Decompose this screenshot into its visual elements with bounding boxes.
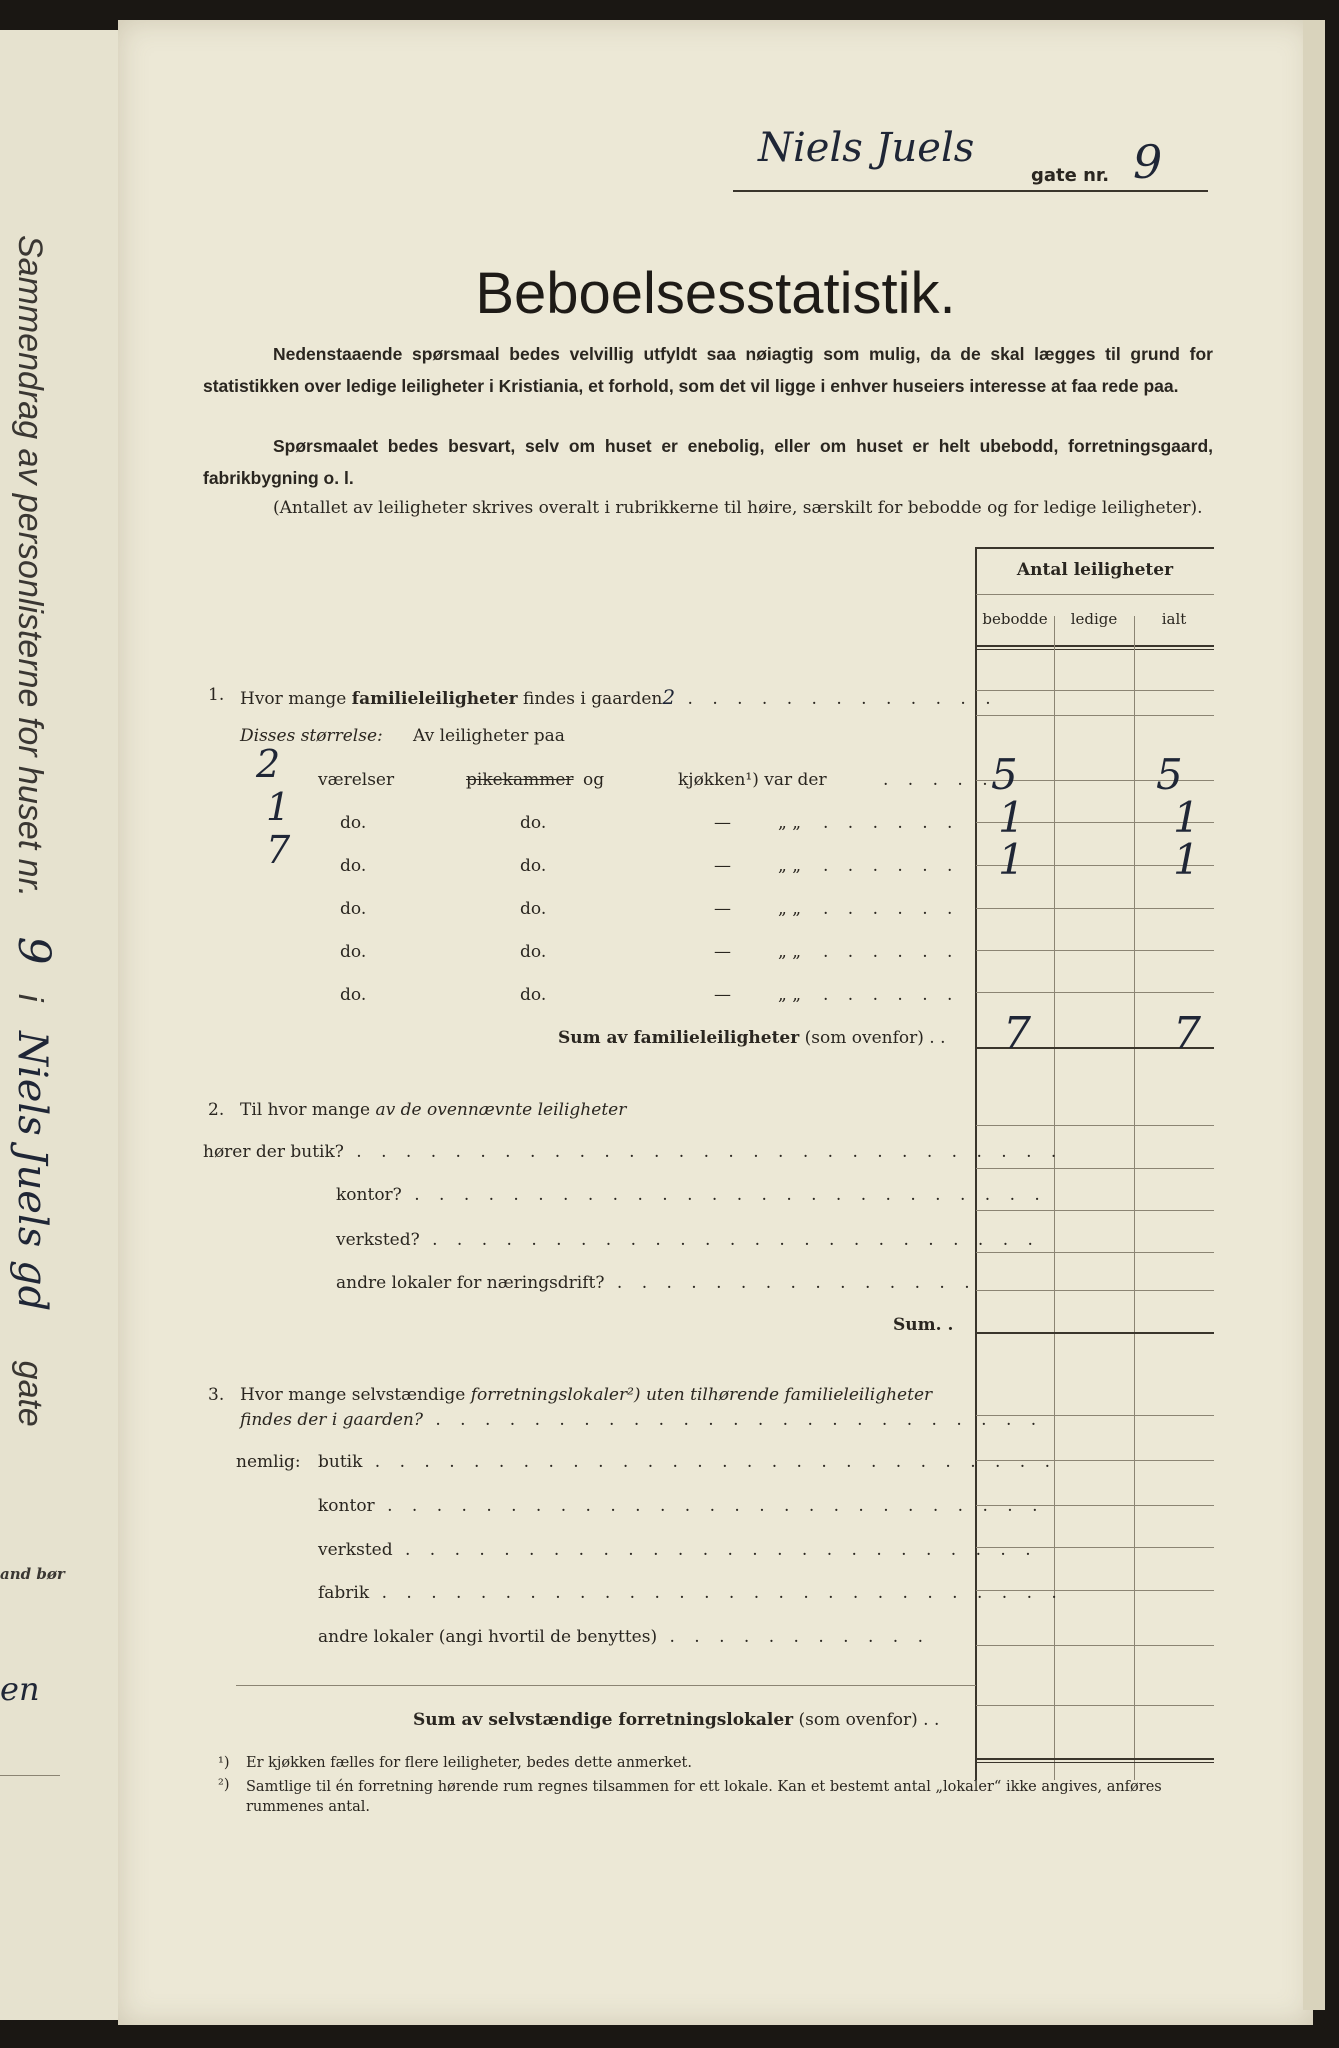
- q2-number: 2.: [208, 1100, 225, 1120]
- q1-row2-ialt: 1: [1173, 793, 1200, 842]
- q2-sum: Sum. .: [893, 1315, 954, 1335]
- q3-sum-label: Sum av selvstændige forretningslokaler (som ovenfor) . .: [413, 1710, 940, 1730]
- left-page-vertical-text: Sammendrag av personlisterne for huset nr. 9 i Niels Juels gd gate: [8, 235, 59, 1427]
- q2-butik: hører der butik? . . . . . . . . . . . . . . . . . . . . . . . . . . . . .: [203, 1142, 1064, 1162]
- q1-sizes-text: Av leiligheter paa: [413, 726, 565, 746]
- q2-text: Til hvor mange av de ovennævnte leiligheter: [240, 1100, 627, 1120]
- form-page: Niels Juels gate nr. 9 Beboelsesstatistik. Nedenstaaende spørsmaal bedes velvillig utfyldt saa nøiagtig som mulig, da de skal lægges til grund for statistikken over ledige leiligheter i Kristiania, et forhold, som det vil ligge i enhver huseiers interesse at faa rede paa. Spørsmaalet bedes besvart, selv om huset er enebolig, eller om huset er helt ubebodd, forretningsgaard, fabrikbygning o. l. (Antallet av leiligheter skrives overalt i rubrikkerne til høire, særskilt for bebodde og for ledige leiligheter). Antal leiligheter bebodde ledige ialt 1. Hvor mange familieleiligheter findes i gaarden2 . . . . . . . . . . . . . Disses størrelse: Av leiligheter paa 2 værelser pikekammer og kjøkken¹) var der . . . . . 5 5 1 do. do. — „ „ . . . . . . 1 1 7 do. do. — „ „ . . . . . . 1 1 do. do. — „ „ . . . . . . do. do. — „ „ . . . . . . do. do. — „ „ . . . . . . Sum av familieleiligheter (som ovenfor) . . 7 7 2. Til hvor mange av de ovennævnte leiligheter hører der butik? . . . . . . . . . . . . . . . . . . . . . . . . . . . . . kontor? . . . . . . . . . . . . . . . . . . . . . . . . . . verksted? . . . . . . . . . . . . . . . . . . . . . . . . . andre lokaler for næringsdrift? . . . . . . . . . . . . . . . Sum. . 3. Hvor mange selvstændige forretningslokaler²) uten tilhørende familieleiligheter findes der i gaarden? . . . . . . . . . . . . . . . . . . . . . . . . . nemlig: butik . . . . . . . . . . . . . . . . . . . . . . . . . . . . kontor . . . . . . . . . . . . . . . . . . . . . . . . . . . verksted . . . . . . . . . . . . . . . . . . . . . . . . . . fabrik . . . . . . . . . . . . . . . . . . . . . . . . . . . . andre lokaler (angi hvortil de benyttes) . . . . . . . . . . . Sum av selvstændige forretningslokaler (som ovenfor) . . ¹) Er kjøkken fælles for flere leiligheter, bedes dette anmerket. ²) Samtlige til én forretning hørende rum regnes tilsammen for ett lokale. Kan et bestemt antal „lokaler“ ikke angives, anføres rummenes antal.: [118, 20, 1313, 2025]
- q1-number: 1.: [208, 685, 225, 705]
- q1-row1-hand: 2: [256, 742, 281, 786]
- q3-fabrik: fabrik . . . . . . . . . . . . . . . . . . . . . . . . . . . .: [318, 1583, 1064, 1603]
- table-header-bottom: [976, 645, 1214, 647]
- q1-row2-bebodde: 1: [998, 793, 1025, 842]
- q1-row3-hand: 7: [266, 828, 291, 872]
- q3-verksted: verksted . . . . . . . . . . . . . . . . . . . . . . . . . .: [318, 1540, 1038, 1560]
- q3-nemlig: nemlig:: [236, 1452, 301, 1472]
- q3-andre: andre lokaler (angi hvortil de benyttes) . . . . . . . . . . .: [318, 1627, 930, 1647]
- street-handwritten: Niels Juels: [758, 125, 975, 171]
- q1-row3-ialt: 1: [1173, 835, 1200, 884]
- q1-hand-answer: 2: [662, 685, 676, 709]
- q3-separator: [236, 1685, 976, 1686]
- table-top-border: [976, 547, 1214, 549]
- left-page-line: [0, 1775, 60, 1776]
- left-page-hand-number: 9: [8, 936, 59, 965]
- left-page-hand-street: Niels Juels gd: [9, 1031, 55, 1312]
- q2-kontor: kontor? . . . . . . . . . . . . . . . . . . . . . . . . . .: [336, 1185, 1047, 1205]
- q1-row1-pikekammer: pikekammer: [466, 770, 574, 790]
- q3-text-line2: findes der i gaarden? . . . . . . . . . . . . . . . . . . . . . . . . .: [240, 1410, 1044, 1430]
- left-page-side-word-2: and bør: [0, 1565, 65, 1583]
- q2-andre: andre lokaler for næringsdrift? . . . . . . . . . . . . . . .: [336, 1273, 977, 1293]
- col-divider-2: [1134, 616, 1135, 1780]
- q1-row3-bebodde: 1: [998, 835, 1025, 884]
- gate-label: gate nr.: [1031, 165, 1110, 186]
- intro-paragraph-1: Nedenstaaende spørsmaal bedes velvillig utfyldt saa nøiagtig som mulig, da de skal lægges til grund for statistikken over ledige leiligheter i Kristiania, et forhold, som det vil ligge i enhver huseiers interesse at faa rede paa.: [203, 344, 1213, 396]
- q1-row1-og: og: [583, 770, 605, 790]
- table-header-title: Antal leiligheter: [1016, 560, 1174, 580]
- q1-row1-kjokken: kjøkken¹) var der: [678, 770, 827, 790]
- q1-sum-label: Sum av familieleiligheter (som ovenfor) . .: [558, 1028, 946, 1048]
- left-page: [0, 30, 120, 2020]
- page-title: Beboelsesstatistik.: [475, 261, 956, 326]
- house-number-handwritten: 9: [1133, 135, 1163, 189]
- q2-verksted: verksted? . . . . . . . . . . . . . . . . . . . . . . . . .: [336, 1230, 1040, 1250]
- q1-row1-ialt: 5: [1156, 750, 1183, 799]
- q1-sum-bebodde: 7: [1003, 1008, 1031, 1059]
- street-underline: [733, 190, 1208, 192]
- q1-row1-vaerelser: værelser: [318, 770, 395, 790]
- col-divider-1: [1054, 616, 1055, 1780]
- left-page-side-hand: en: [0, 1670, 40, 1708]
- col-header-ialt: ialt: [1161, 610, 1187, 628]
- q1-row2-hand: 1: [266, 785, 291, 829]
- page-edge: [1303, 20, 1325, 2010]
- footnote-1: Er kjøkken fælles for flere leiligheter, bedes dette anmerket.: [246, 1755, 692, 1771]
- q1-sum-ialt: 7: [1173, 1008, 1201, 1059]
- footnote-2: Samtlige til én forretning hørende rum regnes tilsammen for ett lokale. Kan et bestemt antal „lokaler“ ikke angives, anføres rummenes antal.: [246, 1779, 1162, 1815]
- q3-kontor: kontor . . . . . . . . . . . . . . . . . . . . . . . . . . .: [318, 1496, 1045, 1516]
- col-header-ledige: ledige: [1070, 610, 1118, 628]
- q3-butik: butik . . . . . . . . . . . . . . . . . . . . . . . . . . . .: [318, 1452, 1058, 1472]
- q3-number: 3.: [208, 1385, 225, 1405]
- table-header-line: [976, 594, 1214, 595]
- intro-paragraph-3: (Antallet av leiligheter skrives overalt i rubrikkerne til høire, særskilt for bebodde og for ledige leiligheter).: [273, 498, 1203, 518]
- intro-paragraph-2: Spørsmaalet bedes besvart, selv om huset er enebolig, eller om huset er helt ubebodd, forretningsgaard, fabrikbygning o. l.: [203, 436, 1213, 488]
- col-header-bebodde: bebodde: [982, 610, 1048, 628]
- q1-sizes-label: Disses størrelse:: [240, 726, 383, 746]
- q1-row1-bebodde: 5: [991, 750, 1018, 799]
- q1-text: Hvor mange familieleiligheter findes i gaarden2 . . . . . . . . . . . . .: [240, 685, 998, 709]
- q3-text: Hvor mange selvstændige forretningslokaler²) uten tilhørende familieleiligheter: [240, 1385, 933, 1405]
